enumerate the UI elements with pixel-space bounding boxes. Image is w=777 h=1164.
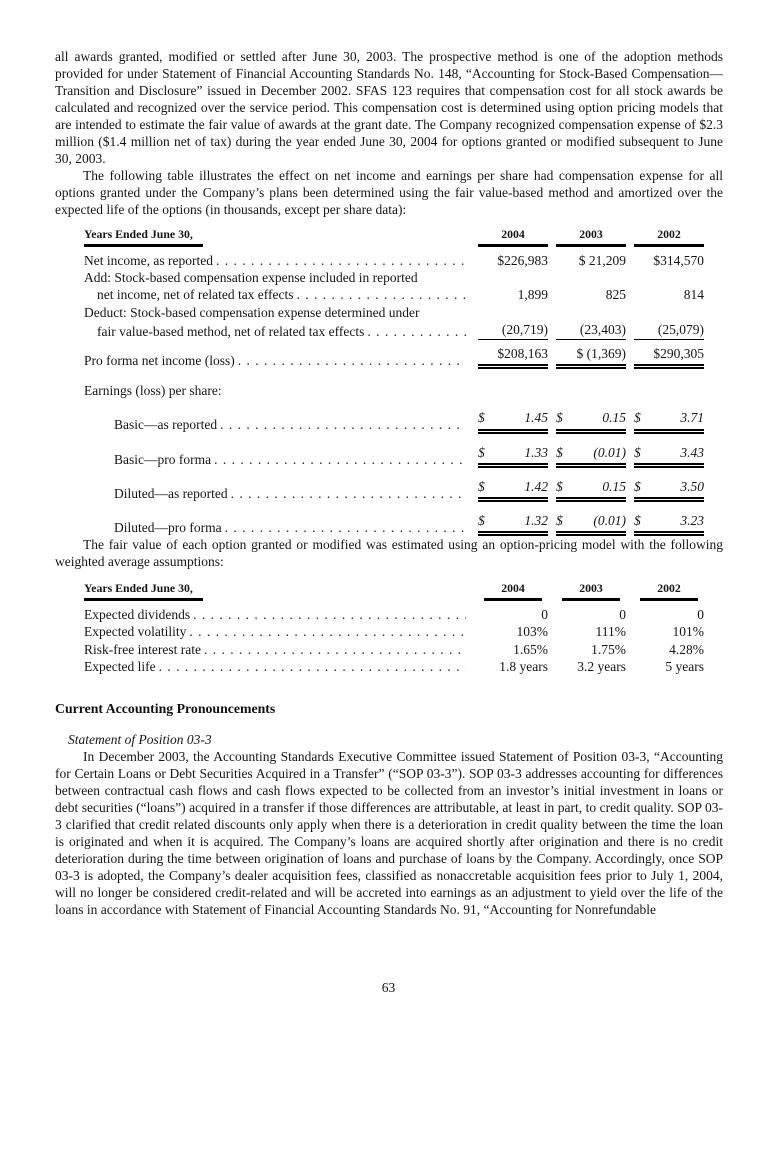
paragraph-1: all awards granted, modified or settled after June 30, 2003. The prospective method is one of the adoption methods provided for under Statement of Financial Accounting Standards No. 148, “Accounting for Stock-Based Compensation—Transition and Disclosure” issued in December 2002. SFAS 123 requires that compensation cost for all stock awards be calculated and recognized over the service period. This compensation cost is determined using option pricing models that are intended to estimate the fair value of awards at the grant date. The Company recognized compensation expense of $2.3 million ($1.4 million net of tax) during the year ended June 30, 2004 for options granted or modified subsequent to June 30, 2003. <box>55 49 723 166</box>
table-header-label: Years Ended June 30, <box>84 227 203 247</box>
row-label: net income, net of related tax effects . . . <box>84 286 470 303</box>
cell-value: $ 1.33 <box>478 444 548 468</box>
table-row-add-line2 <box>84 286 704 303</box>
paragraph-4: In December 2003, the Accounting Standards Executive Committee issued Statement of Position 03-3, “Accounting for Certain Loans or Debt Securities Acquired in a Transfer” (“SOP 03-3”). SOP 03-3 addresses accounting for differences between contractual cash flows and cash flows expected to be collected from an investor’s initial investment in loans or debt securities (“loans”) acquired in a transfer if those differences are attributable, at least in part, to credit quality. SOP 03-3 clarified that credit related discounts only apply when there is a deterioration in credit quality between the time the loan is originated and when it is acquired. The Company’s loans are acquired shortly after origination and there is no credit deterioration during the time between origination of loans and purchase of loans by the Company. Accordingly, once SOP 03-3 is adopted, the Company’s dealer acquisition fees, classified as nonaccretable acquisition fees prior to July 1, 2004, will no longer be considered credit-related and will be accreted into earnings as an adjustment to yield over the life of the loans in accordance with Statement of Financial Accounting Standards No. 91, “Accounting for Nonrefundable <box>55 749 723 918</box>
row-label: Risk-free interest rate . . . <box>84 641 470 658</box>
row-label: Basic—pro forma . . . <box>84 451 470 468</box>
table-row-deduct-line1 <box>84 304 704 321</box>
cell-value: 1.65% <box>513 641 548 657</box>
row-label: Diluted—as reported . . . <box>84 485 470 502</box>
row-label: Net income, as reported . . . <box>84 252 470 269</box>
cell-value: (20,719) <box>478 321 548 340</box>
cell-value: $ 3.50 <box>634 478 704 502</box>
cell-value: $ (0.01) <box>556 444 626 468</box>
year-header-2004: 2004 <box>478 227 548 247</box>
dot-leader <box>220 416 466 433</box>
paragraph-2: The following table illustrates the effect on net income and earnings per share had compensation expense for all options granted under the Company’s plans been determined using the fair value-based method and amortized over the expected life of the options (in thousands, except per share data): <box>55 168 723 217</box>
cell-value: 0 <box>697 607 704 623</box>
cell-value: 101% <box>672 624 704 640</box>
dot-leader <box>159 658 466 675</box>
dot-leader <box>238 352 466 369</box>
dot-leader <box>367 323 466 340</box>
table-row-expected-volatility <box>84 623 704 640</box>
year-header-2003: 2003 <box>562 581 620 601</box>
table-header-label: Years Ended June 30, <box>84 581 203 601</box>
section-heading: Current Accounting Pronouncements <box>55 701 276 717</box>
table-row-basic-pro-forma <box>84 444 704 468</box>
dot-leader <box>225 519 466 536</box>
dollar-sign: $ <box>556 513 563 529</box>
dollar-sign: $ <box>478 410 485 426</box>
dot-leader <box>297 286 466 303</box>
year-header-2003: 2003 <box>556 227 626 247</box>
year-header-2004: 2004 <box>484 581 542 601</box>
cell-value: 0 <box>619 607 626 623</box>
row-label: Earnings (loss) per share: <box>84 383 222 399</box>
dollar-sign: $ <box>556 478 563 494</box>
cell-value: 111% <box>595 624 626 640</box>
cell-value: 1.75% <box>591 641 626 657</box>
dollar-sign: $ <box>478 478 485 494</box>
cell-value: 0 <box>541 607 548 623</box>
cell-value: $ (0.01) <box>556 512 626 536</box>
cell-value: $314,570 <box>653 253 704 268</box>
row-label: Deduct: Stock-based compensation expense determined under <box>84 304 420 320</box>
row-label: fair value-based method, net of related tax effects . . . <box>84 323 470 340</box>
cell-value: 814 <box>683 287 704 303</box>
dot-leader <box>231 485 466 502</box>
dollar-sign: $ <box>634 410 641 426</box>
table-row-pro-forma <box>84 345 704 369</box>
dollar-sign: $ <box>634 478 641 494</box>
cell-value: $ (1,369) <box>556 345 626 369</box>
cell-value: $ 0.15 <box>556 478 626 502</box>
row-label: Add: Stock-based compensation expense included in reported <box>84 270 418 286</box>
cell-value: $ 1.32 <box>478 512 548 536</box>
cell-value: $ 21,209 <box>578 253 626 268</box>
cell-value: $ 3.23 <box>634 512 704 536</box>
table-row-eps-header <box>84 382 704 399</box>
cell-value: 1,899 <box>517 287 548 303</box>
row-label: Expected dividends . . . <box>84 606 470 623</box>
dot-leader <box>189 623 466 640</box>
cell-value: $208,163 <box>478 345 548 369</box>
table-header-row <box>84 226 704 247</box>
cell-value: $ 3.43 <box>634 444 704 468</box>
cell-value: 4.28% <box>669 641 704 657</box>
cell-value: 5 years <box>665 658 704 674</box>
year-header-2002: 2002 <box>634 227 704 247</box>
dot-leader <box>214 451 466 468</box>
table-row-expected-life <box>84 658 704 675</box>
cell-value: 1.8 years <box>499 658 548 674</box>
dollar-sign: $ <box>478 513 485 529</box>
dot-leader <box>204 641 466 658</box>
cell-value: $ 1.42 <box>478 478 548 502</box>
cell-value: $226,983 <box>497 253 548 268</box>
cell-value: 103% <box>516 624 548 640</box>
table-row-net-income <box>84 252 704 269</box>
table-row-deduct-line2 <box>84 321 704 340</box>
page-number: 63 <box>381 980 396 995</box>
year-header-2002: 2002 <box>640 581 698 601</box>
cell-value: $290,305 <box>634 345 704 369</box>
assumptions-table <box>84 580 704 675</box>
dollar-sign: $ <box>478 444 485 460</box>
table-header-row <box>84 580 704 601</box>
table-row-add-line1 <box>84 269 704 286</box>
cell-value: (25,079) <box>634 321 704 340</box>
paragraph-3: The fair value of each option granted or modified was estimated using an option-pricing model with the following weighted average assumptions: <box>55 537 723 570</box>
table-row-basic-as-reported <box>84 409 704 433</box>
cell-value: 825 <box>605 287 626 303</box>
cell-value: $ 0.15 <box>556 409 626 433</box>
dot-leader <box>216 252 466 269</box>
row-label: Expected life . . . <box>84 658 470 675</box>
table-row-expected-dividends <box>84 606 704 623</box>
cell-value: $ 1.45 <box>478 409 548 433</box>
cell-value: $ 3.71 <box>634 409 704 433</box>
dollar-sign: $ <box>634 444 641 460</box>
dollar-sign: $ <box>634 513 641 529</box>
dot-leader <box>193 606 466 623</box>
row-label: Expected volatility . . . <box>84 623 470 640</box>
table-row-diluted-as-reported <box>84 478 704 502</box>
cell-value: (23,403) <box>556 321 626 340</box>
table-row-risk-free-rate <box>84 641 704 658</box>
cell-value: 3.2 years <box>577 658 626 674</box>
pro-forma-table <box>84 226 704 536</box>
row-label: Basic—as reported . . . <box>84 416 470 433</box>
row-label: Diluted—pro forma . . . <box>84 519 470 536</box>
table-row-diluted-pro-forma <box>84 512 704 536</box>
row-label: Pro forma net income (loss) . . . <box>84 352 470 369</box>
dollar-sign: $ <box>556 444 563 460</box>
subsection-heading: Statement of Position 03-3 <box>68 732 212 748</box>
dollar-sign: $ <box>556 410 563 426</box>
